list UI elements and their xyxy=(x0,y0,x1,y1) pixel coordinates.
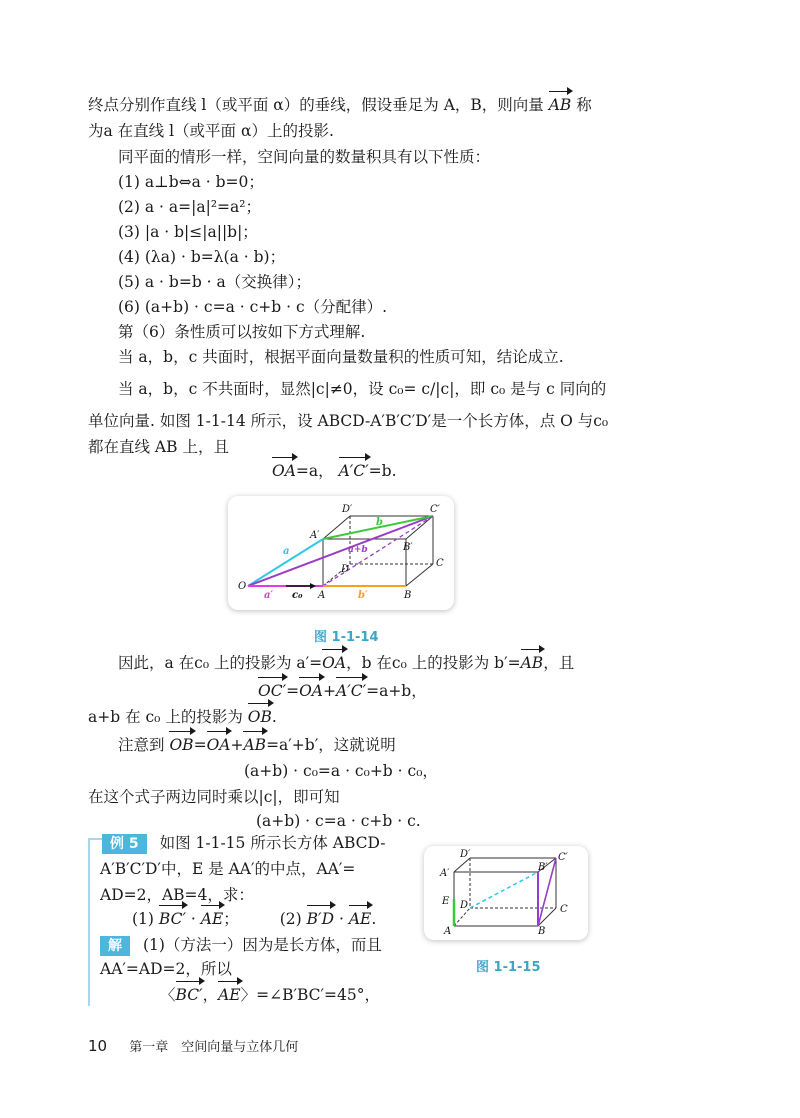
equation-4: (a+b) · c=a · c+b · c. xyxy=(256,812,421,830)
label-A: A xyxy=(444,926,452,937)
property-5: (5) a · b=b · a（交换律）； xyxy=(118,273,312,291)
cuboid-diagram xyxy=(228,496,454,610)
label-D: D xyxy=(341,564,350,575)
label-b: b xyxy=(376,517,383,528)
paragraph-line: 在这个式子两边同时乘以|c|，即可知 xyxy=(88,788,340,806)
solution-line: 解 (1)（方法一）因为是长方体，而且 xyxy=(100,934,382,956)
label-a-prime: a′ xyxy=(264,590,274,601)
label-B: B xyxy=(538,926,546,937)
property-2: (2) a · a=|a|²=a²； xyxy=(118,198,261,216)
figure-1-1-15 xyxy=(424,846,588,940)
property-4: (4) (λa) · b=λ(a · b)； xyxy=(118,248,286,266)
label-D1: D′ xyxy=(342,504,353,515)
paragraph-line: a+b 在 c₀ 上的投影为 OB. xyxy=(88,708,277,726)
solution-line: 〈BC′，AE〉=∠B′BC′=45°， xyxy=(160,986,381,1004)
paragraph-line: 当 a，b，c 共面时，根据平面向量数量积的性质可知，结论成立. xyxy=(118,348,564,366)
equation-3: (a+b) · c₀=a · c₀+b · c₀， xyxy=(244,762,438,780)
paragraph-line: 为a 在直线 l（或平面 α）上的投影. xyxy=(88,122,334,140)
example-rule xyxy=(88,838,90,1006)
chapter-title: 第一章 空间向量与立体几何 xyxy=(129,1040,299,1055)
label-A1: A′ xyxy=(310,530,320,541)
paragraph-line: 因此，a 在c₀ 上的投影为 a′=OA，b 在c₀ 上的投影为 b′=AB，且 xyxy=(118,654,575,672)
label-B1: B′ xyxy=(538,862,548,873)
label-D: D xyxy=(460,900,469,911)
example-question: (1) BC′ · AE； (2) B′D · AE. xyxy=(132,910,377,928)
label-B: B xyxy=(404,590,412,601)
page-footer xyxy=(88,1036,298,1055)
label-A: A xyxy=(318,590,326,601)
solution-line: AA′=AD=2，所以 xyxy=(100,960,232,978)
paragraph-line: 同平面的情形一样，空间向量的数量积具有以下性质： xyxy=(118,148,491,166)
label-C: C xyxy=(436,558,444,569)
page-number: 10 xyxy=(88,1037,108,1055)
paragraph-line: 都在直线 AB 上，且 xyxy=(88,438,229,456)
figure-caption: 图 1-1-14 xyxy=(314,630,379,645)
vector-AB: AB xyxy=(548,96,572,114)
paragraph-line: 注意到 OB=OA+AB=a′+b′，这就说明 xyxy=(118,736,396,754)
label-C1: C′ xyxy=(558,852,568,863)
label-A1: A′ xyxy=(440,868,450,879)
example-line: A′B′C′D′中，E 是 AA′的中点，AA′= xyxy=(100,860,356,878)
solution-tag: 解 xyxy=(100,936,130,956)
label-c0: c₀ xyxy=(292,590,303,601)
property-3: (3) |a · b|≤|a||b|； xyxy=(118,223,258,241)
label-b-prime: b′ xyxy=(358,590,368,601)
paragraph-line: 当 a，b，c 不共面时，显然|c|≠0，设 c₀= c/|c|，即 c₀ 是与 c 同向的 xyxy=(118,380,607,398)
property-1: (1) a⊥b⇔a · b=0； xyxy=(118,173,264,191)
example-line: 例 5 如图 1-1-15 所示长方体 ABCD- xyxy=(102,832,385,854)
label-D1: D′ xyxy=(460,849,471,860)
label-a-plus-b: a+b xyxy=(348,545,368,555)
label-E: E xyxy=(442,896,450,907)
equation-2: OC′=OA+A′C′=a+b， xyxy=(258,682,427,700)
figure-1-1-14 xyxy=(228,496,454,610)
label-O: O xyxy=(238,581,247,592)
paragraph-line: 第（6）条性质可以按如下方式理解. xyxy=(118,323,366,341)
figure-caption: 图 1-1-15 xyxy=(476,960,541,975)
paragraph-line: 单位向量. 如图 1-1-14 所示，设 ABCD-A′B′C′D′是一个长方体，点 O 与c₀ xyxy=(88,412,609,430)
equation-1: OA=a， A′C′=b. xyxy=(272,462,397,480)
label-C1: C′ xyxy=(430,504,440,515)
cuboid-diagram-2 xyxy=(424,846,588,940)
paragraph-line: 终点分别作直线 l（或平面 α）的垂线，假设垂足为 A，B，则向量 AB 称 xyxy=(88,96,592,114)
label-a: a xyxy=(283,546,290,557)
label-C: C xyxy=(560,904,568,915)
example-line: AD=2，AB=4，求： xyxy=(100,886,254,904)
example-tag: 例 5 xyxy=(102,834,147,854)
property-6: (6) (a+b) · c=a · c+b · c（分配律）. xyxy=(118,298,388,316)
label-B1: B′ xyxy=(403,542,413,553)
